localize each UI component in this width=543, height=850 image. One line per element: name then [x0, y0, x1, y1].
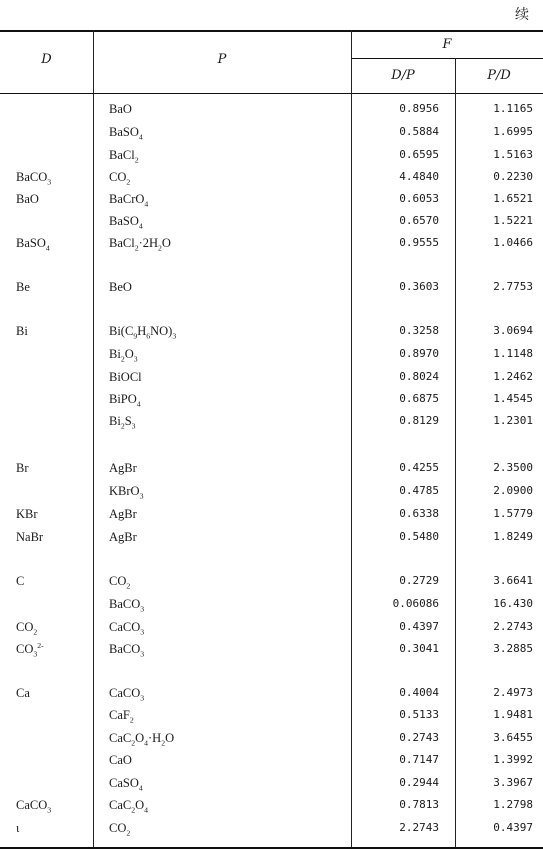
- header-p-over-d: P/D: [487, 68, 511, 83]
- cell-p: $CO_2$: [109, 170, 131, 187]
- cell-p-over-d: 2.4973: [493, 686, 533, 699]
- continued-mark: 续: [515, 7, 529, 23]
- cell-d-over-p: 0.4397: [399, 620, 439, 633]
- cell-d-over-p: 0.6595: [399, 148, 439, 161]
- cell-d-over-p: 0.8129: [399, 414, 439, 427]
- cell-d-over-p: 0.2729: [399, 574, 439, 587]
- cell-p: $Bi(C_9H_6NO)_3$: [109, 324, 177, 341]
- cell-p-over-d: 3.6455: [493, 731, 533, 744]
- cell-d: Br: [16, 461, 29, 475]
- cell-p-over-d: 2.3500: [493, 461, 533, 474]
- f-subheader-rule: [351, 58, 543, 59]
- cell-p: $CaC_2O_4$: [109, 798, 149, 815]
- cell-d-over-p: 0.5884: [399, 125, 439, 138]
- cell-p-over-d: 1.5163: [493, 148, 533, 161]
- cell-p: $BaCl_2\cdot 2H_2O$: [109, 236, 171, 253]
- cell-p-over-d: 2.0900: [493, 484, 533, 497]
- cell-p: BaCl$_2$: [109, 148, 139, 165]
- header-p: P: [217, 52, 227, 67]
- cell-d: ι: [16, 821, 20, 835]
- cell-d-over-p: 0.6053: [399, 192, 439, 205]
- top-rule: [0, 30, 543, 32]
- cell-p: BiPO$_4$: [109, 392, 141, 409]
- cell-p-over-d: 0.4397: [493, 821, 533, 834]
- cell-p: BiOCl: [109, 370, 142, 384]
- header-bottom-rule: [0, 93, 543, 94]
- cell-p-over-d: 3.3967: [493, 776, 533, 789]
- cell-p-over-d: 1.5221: [493, 214, 533, 227]
- cell-d: Be: [16, 280, 30, 294]
- cell-p: CaO: [109, 753, 132, 767]
- cell-d: BaO: [16, 192, 39, 206]
- cell-d-over-p: 2.2743: [399, 821, 439, 834]
- cell-d: C: [16, 574, 25, 588]
- cell-p-over-d: 3.2885: [493, 642, 533, 655]
- cell-d-over-p: 0.5133: [399, 708, 439, 721]
- cell-p: BaO: [109, 102, 132, 116]
- cell-d-over-p: 0.3603: [399, 280, 439, 293]
- cell-p-over-d: 1.4545: [493, 392, 533, 405]
- cell-d: NaBr: [16, 530, 44, 544]
- cell-d-over-p: 0.7147: [399, 753, 439, 766]
- cell-p-over-d: 3.6641: [493, 574, 533, 587]
- cell-p-over-d: 16.430: [493, 597, 533, 610]
- cell-p-over-d: 1.6521: [493, 192, 533, 205]
- cell-d-over-p: 0.8956: [399, 102, 439, 115]
- cell-p-over-d: 1.3992: [493, 753, 533, 766]
- cell-p: $CaC_2O_4\cdot H_2O$: [109, 731, 175, 748]
- cell-d-over-p: 0.8024: [399, 370, 439, 383]
- cell-p: BeO: [109, 280, 132, 294]
- bottom-rule: [0, 847, 543, 849]
- cell-p-over-d: 1.2798: [493, 798, 533, 811]
- cell-p: $Bi_2S_3$: [109, 414, 136, 431]
- cell-p: CaCO$_3$: [109, 620, 145, 637]
- cell-p: BaCO$_3$: [109, 597, 145, 614]
- cell-p-over-d: 1.2462: [493, 370, 533, 383]
- cell-p: BaSO$_4$: [109, 214, 143, 231]
- cell-p-over-d: 2.2743: [493, 620, 533, 633]
- cell-d: BaCO$_3$: [16, 170, 52, 187]
- cell-d: BaSO$_4$: [16, 236, 50, 253]
- column-divider-d-p: [93, 30, 94, 847]
- cell-p: CaSO$_4$: [109, 776, 143, 793]
- cell-d-over-p: 0.2743: [399, 731, 439, 744]
- cell-d: KBr: [16, 507, 38, 521]
- header-f: F: [442, 37, 452, 52]
- cell-p-over-d: 1.1148: [493, 347, 533, 360]
- cell-d: $CO_3^{2-}$: [16, 640, 44, 659]
- header-d: D: [41, 52, 52, 67]
- cell-p-over-d: 1.5779: [493, 507, 533, 520]
- cell-p: $Bi_2O_3$: [109, 347, 138, 364]
- cell-p-over-d: 1.6995: [493, 125, 533, 138]
- cell-d-over-p: 0.4785: [399, 484, 439, 497]
- cell-d-over-p: 0.3041: [399, 642, 439, 655]
- cell-d-over-p: 0.2944: [399, 776, 439, 789]
- cell-p: AgBr: [109, 507, 137, 521]
- cell-p-over-d: 0.2230: [493, 170, 533, 183]
- cell-p: KBrO$_3$: [109, 484, 144, 501]
- cell-p: BaSO$_4$: [109, 125, 143, 142]
- cell-p-over-d: 3.0694: [493, 324, 533, 337]
- cell-p: AgBr: [109, 530, 137, 544]
- cell-p: AgBr: [109, 461, 137, 475]
- cell-p: CaCO$_3$: [109, 686, 145, 703]
- cell-d: $CO_2$: [16, 620, 38, 637]
- cell-p: BaCO$_3$: [109, 642, 145, 659]
- cell-d-over-p: 0.5480: [399, 530, 439, 543]
- cell-p-over-d: 1.0466: [493, 236, 533, 249]
- cell-p-over-d: 2.7753: [493, 280, 533, 293]
- cell-p-over-d: 1.1165: [493, 102, 533, 115]
- cell-d-over-p: 0.8970: [399, 347, 439, 360]
- cell-d-over-p: 0.4255: [399, 461, 439, 474]
- cell-d-over-p: 4.4840: [399, 170, 439, 183]
- cell-p: $CO_2$: [109, 574, 131, 591]
- cell-d-over-p: 0.6875: [399, 392, 439, 405]
- cell-d: Ca: [16, 686, 30, 700]
- cell-d-over-p: 0.6570: [399, 214, 439, 227]
- cell-d-over-p: 0.9555: [399, 236, 439, 249]
- cell-p-over-d: 1.2301: [493, 414, 533, 427]
- cell-d-over-p: 0.06086: [392, 597, 439, 610]
- cell-p: $CO_2$: [109, 821, 131, 838]
- cell-p-over-d: 1.8249: [493, 530, 533, 543]
- cell-p: BaCrO$_4$: [109, 192, 149, 209]
- cell-d-over-p: 0.4004: [399, 686, 439, 699]
- cell-d-over-p: 0.6338: [399, 507, 439, 520]
- cell-d: CaCO$_3$: [16, 798, 52, 815]
- cell-p-over-d: 1.9481: [493, 708, 533, 721]
- cell-d-over-p: 0.7813: [399, 798, 439, 811]
- cell-d-over-p: 0.3258: [399, 324, 439, 337]
- header-d-over-p: D/P: [391, 68, 415, 83]
- cell-d: Bi: [16, 324, 28, 338]
- cell-p: CaF$_2$: [109, 708, 134, 725]
